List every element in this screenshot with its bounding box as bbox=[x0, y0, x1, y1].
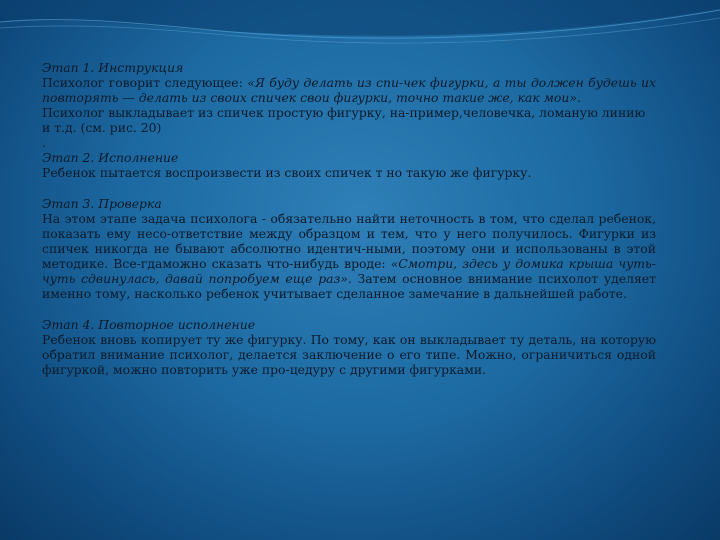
stage2-heading: Этап 2. Исполнение bbox=[42, 150, 179, 165]
stage3-heading: Этап 3. Проверка bbox=[42, 196, 162, 211]
decorative-wave bbox=[0, 0, 720, 60]
stage3-body bbox=[42, 211, 656, 301]
stage1-body: Психолог выкладывает из спичек простую фигурку, на-пример,человечка, ломаную линию и т.д. (см. рис. 20) bbox=[42, 105, 646, 135]
stage1-heading: Этап 1. Инструкция bbox=[42, 60, 184, 75]
stage3-body-start: На этом этапе задача психолога - обязательно найти неточность в том, что сделал ребенок, показать ему несо-ответствие между образцом и тем, что у него получилось. Фигурки из спичек никогда не бывают абсолютно идентич-ными, поэтому они и использованы в этой методике. Все-гдаможно сказать что-нибудь вроде: bbox=[42, 211, 656, 271]
stage4-heading: Этап 4. Повторное исполнение bbox=[42, 317, 256, 332]
stage1-instruction-lead: Психолог говорит следующее: bbox=[42, 75, 248, 90]
stage1-instruction bbox=[42, 75, 656, 105]
stage3-body-end: Затем основное внимание психолот уделяет именно тому, насколько ребенок учитывает сделанное замечание в дальнейшей работе. bbox=[42, 271, 656, 301]
stage2-body: Ребенок пытается воспроизвести из своих спичек т но такую же фигурку. bbox=[42, 165, 532, 180]
stage3-quote: «Смотри, здесь у домика крыша чуть-чуть сдвинулась, давай попробуем еще раз». bbox=[42, 256, 656, 286]
stage4-body: Ребенок вновь копирует ту же фигурку. По тому, как он выкладывает ту деталь, на которую обратил внимание психолог, делается заключение о его типе. Можно, ограничиться одной фигуркой, можно повторить уже про-цедуру с другими фигурками. bbox=[42, 332, 656, 377]
slide-content bbox=[42, 60, 656, 377]
stage1-instruction-quote: «Я буду делать из спи-чек фигурки, а ты должен будешь их повторять — делать из своих спичек свои фигурки, точно такие же, как мои». bbox=[42, 75, 656, 105]
stage1-dot: . bbox=[42, 135, 46, 150]
